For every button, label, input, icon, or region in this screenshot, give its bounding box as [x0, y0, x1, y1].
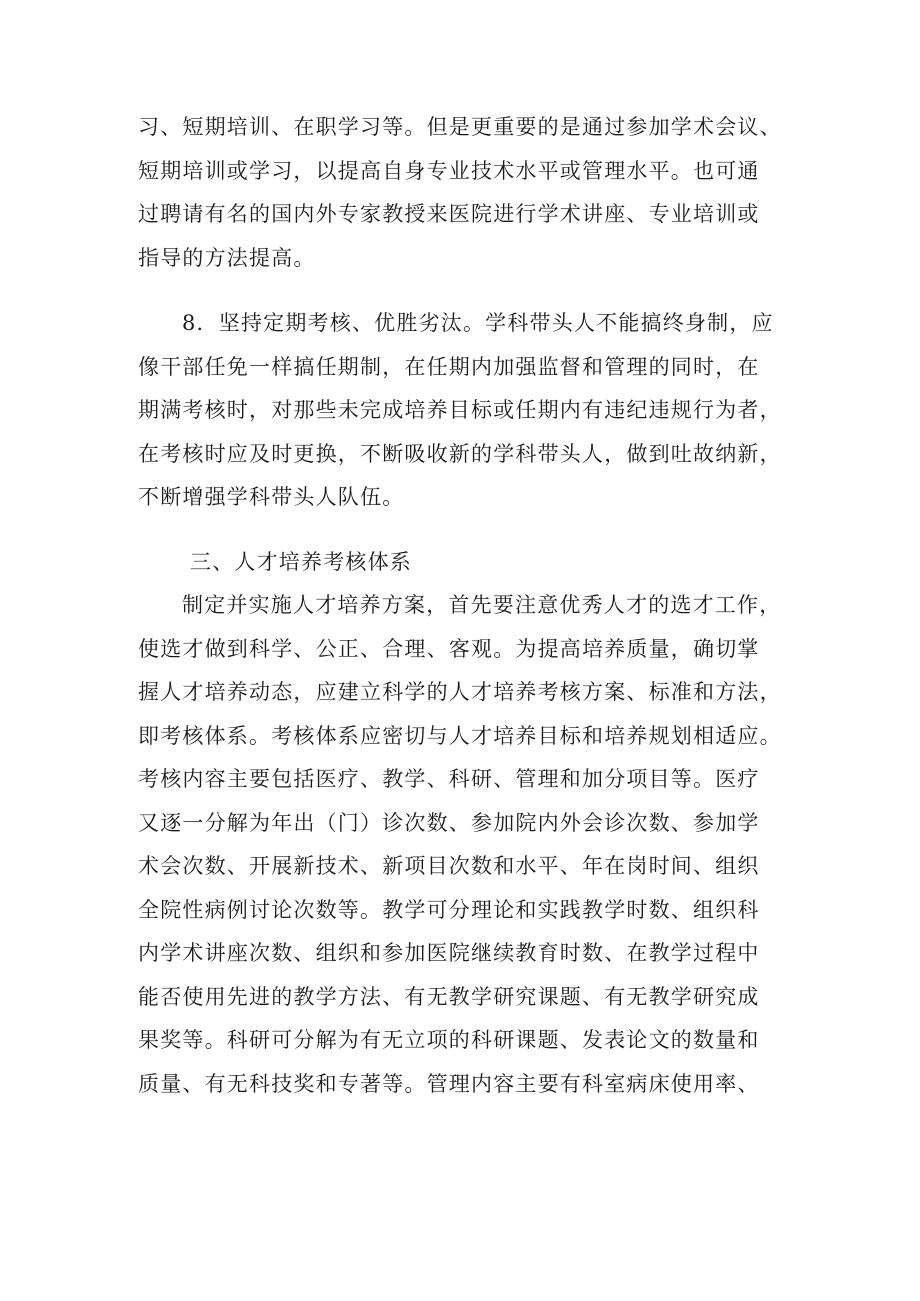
text-line: 期满考核时，对那些未完成培养目标或任期内有违纪违规行为者， [138, 398, 782, 422]
text-line: 在考核时应及时更换，不断吸收新的学科带头人，做到吐故纳新， [138, 441, 782, 466]
text-line: 考核内容主要包括医疗、教学、科研、管理和加分项目等。医疗 [138, 767, 760, 791]
text-line: 使选才做到科学、公正、合理、客观。为提高培养质量，确切掌 [138, 636, 760, 661]
text-line: 不断增强学科带头人队伍。 [138, 485, 405, 509]
text-line: 果奖等。科研可分解为有无立项的科研课题、发表论文的数量和 [138, 1028, 760, 1052]
section-title: 三、人才培养考核体系 [190, 550, 412, 574]
paragraph-section-3-body [138, 584, 798, 1106]
paragraph-continuation [138, 106, 798, 280]
text-line: 像干部任免一样搞任期制，在任期内加强监督和管理的同时，在 [138, 354, 760, 379]
text-line: 内学术讲座次数、组织和参加医院继续教育时数、在教学过程中 [138, 941, 760, 965]
paragraph-item-8 [138, 302, 798, 520]
text-line: 能否使用先进的教学方法、有无教学研究课题、有无教学研究成 [138, 984, 760, 1009]
text-line: 即考核体系。考核体系应密切与人才培养目标和培养规划相适应。 [138, 723, 782, 748]
text-line: 术会次数、开展新技术、新项目次数和水平、年在岗时间、组织 [138, 854, 760, 878]
text-line: 短期培训或学习，以提高自身专业技术水平或管理水平。也可通 [138, 158, 760, 183]
text-line: 全院性病例讨论次数等。教学可分理论和实践教学时数、组织科 [138, 897, 760, 922]
section-heading [138, 541, 798, 585]
text-line: 又逐一分解为年出（门）诊次数、参加院内外会诊次数、参加学 [138, 810, 760, 835]
text-line: 过聘请有名的国内外专家教授来医院进行学术讲座、专业培训或 [138, 202, 760, 226]
text-line: 习、短期培训、在职学习等。但是更重要的是通过参加学术会议、 [138, 115, 782, 139]
text-line: 制定并实施人才培养方案，首先要注意优秀人才的选才工作， [182, 593, 782, 617]
text-line: 握人才培养动态，应建立科学的人才培养考核方案、标准和方法， [138, 680, 782, 704]
text-line: 8．坚持定期考核、优胜劣汰。学科带头人不能搞终身制，应 [182, 311, 774, 335]
text-line: 质量、有无科技奖和专著等。管理内容主要有科室病床使用率、 [138, 1071, 760, 1096]
text-line: 指导的方法提高。 [138, 245, 316, 270]
